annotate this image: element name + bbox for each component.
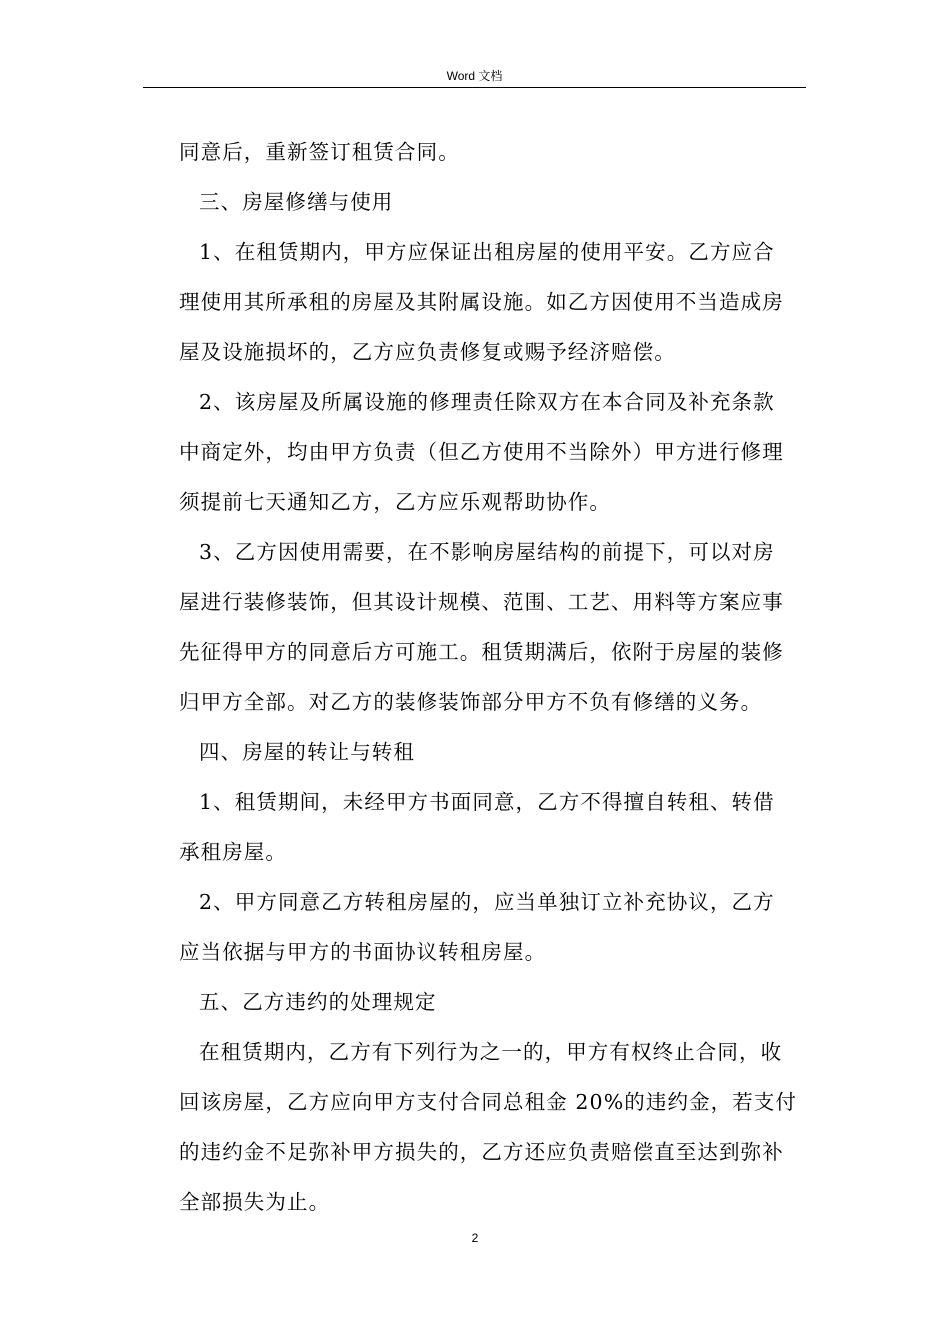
text-line: 3、乙方因使用需要，在不影响房屋结构的前提下，可以对房 (199, 540, 775, 564)
header-divider (143, 87, 806, 88)
section-heading: 三、房屋修缮与使用 (199, 190, 394, 214)
text-line: 回该房屋，乙方应向甲方支付合同总租金 20%的违约金，若支付 (179, 1090, 798, 1114)
text-line: 全部损失为止。 (179, 1190, 331, 1214)
page-number: 2 (471, 1231, 479, 1245)
text-line: 中商定外，均由甲方负责（但乙方使用不当除外）甲方进行修理 (179, 440, 784, 464)
text-line: 应当依据与甲方的书面协议转租房屋。 (179, 940, 547, 964)
text-line: 归甲方全部。对乙方的装修装饰部分甲方不负有修缮的义务。 (179, 690, 763, 714)
text-line: 理使用其所承租的房屋及其附属设施。如乙方因使用不当造成房 (179, 290, 784, 314)
section-heading: 五、乙方违约的处理规定 (199, 990, 437, 1014)
document-body (179, 127, 809, 1227)
page-header (143, 64, 806, 88)
text-line: 2、甲方同意乙方转租房屋的，应当单独订立补充协议，乙方 (199, 890, 775, 914)
text-line: 2、该房屋及所属设施的修理责任除双方在本合同及补充条款 (199, 390, 775, 414)
section-heading: 四、房屋的转让与转租 (199, 740, 415, 764)
text-line: 承租房屋。 (179, 840, 287, 864)
text-line: 屋及设施损坏的，乙方应负责修复或赐予经济赔偿。 (179, 340, 676, 364)
text-line: 须提前七天通知乙方，乙方应乐观帮助协作。 (179, 490, 611, 514)
text-line: 1、租赁期间，未经甲方书面同意，乙方不得擅自转租、转借 (199, 790, 775, 814)
text-line: 1、在租赁期内，甲方应保证出租房屋的使用平安。乙方应合 (199, 240, 775, 264)
text-line: 屋进行装修装饰，但其设计规模、范围、工艺、用料等方案应事 (179, 590, 784, 614)
text-line: 同意后，重新签订租赁合同。 (179, 140, 460, 164)
text-line: 在租赁期内，乙方有下列行为之一的，甲方有权终止合同，收 (199, 1040, 783, 1064)
header-title: Word 文档 (446, 69, 503, 83)
text-line: 先征得甲方的同意后方可施工。租赁期满后，依附于房屋的装修 (179, 640, 784, 664)
text-line: 的违约金不足弥补甲方损失的，乙方还应负责赔偿直至达到弥补 (179, 1140, 784, 1164)
